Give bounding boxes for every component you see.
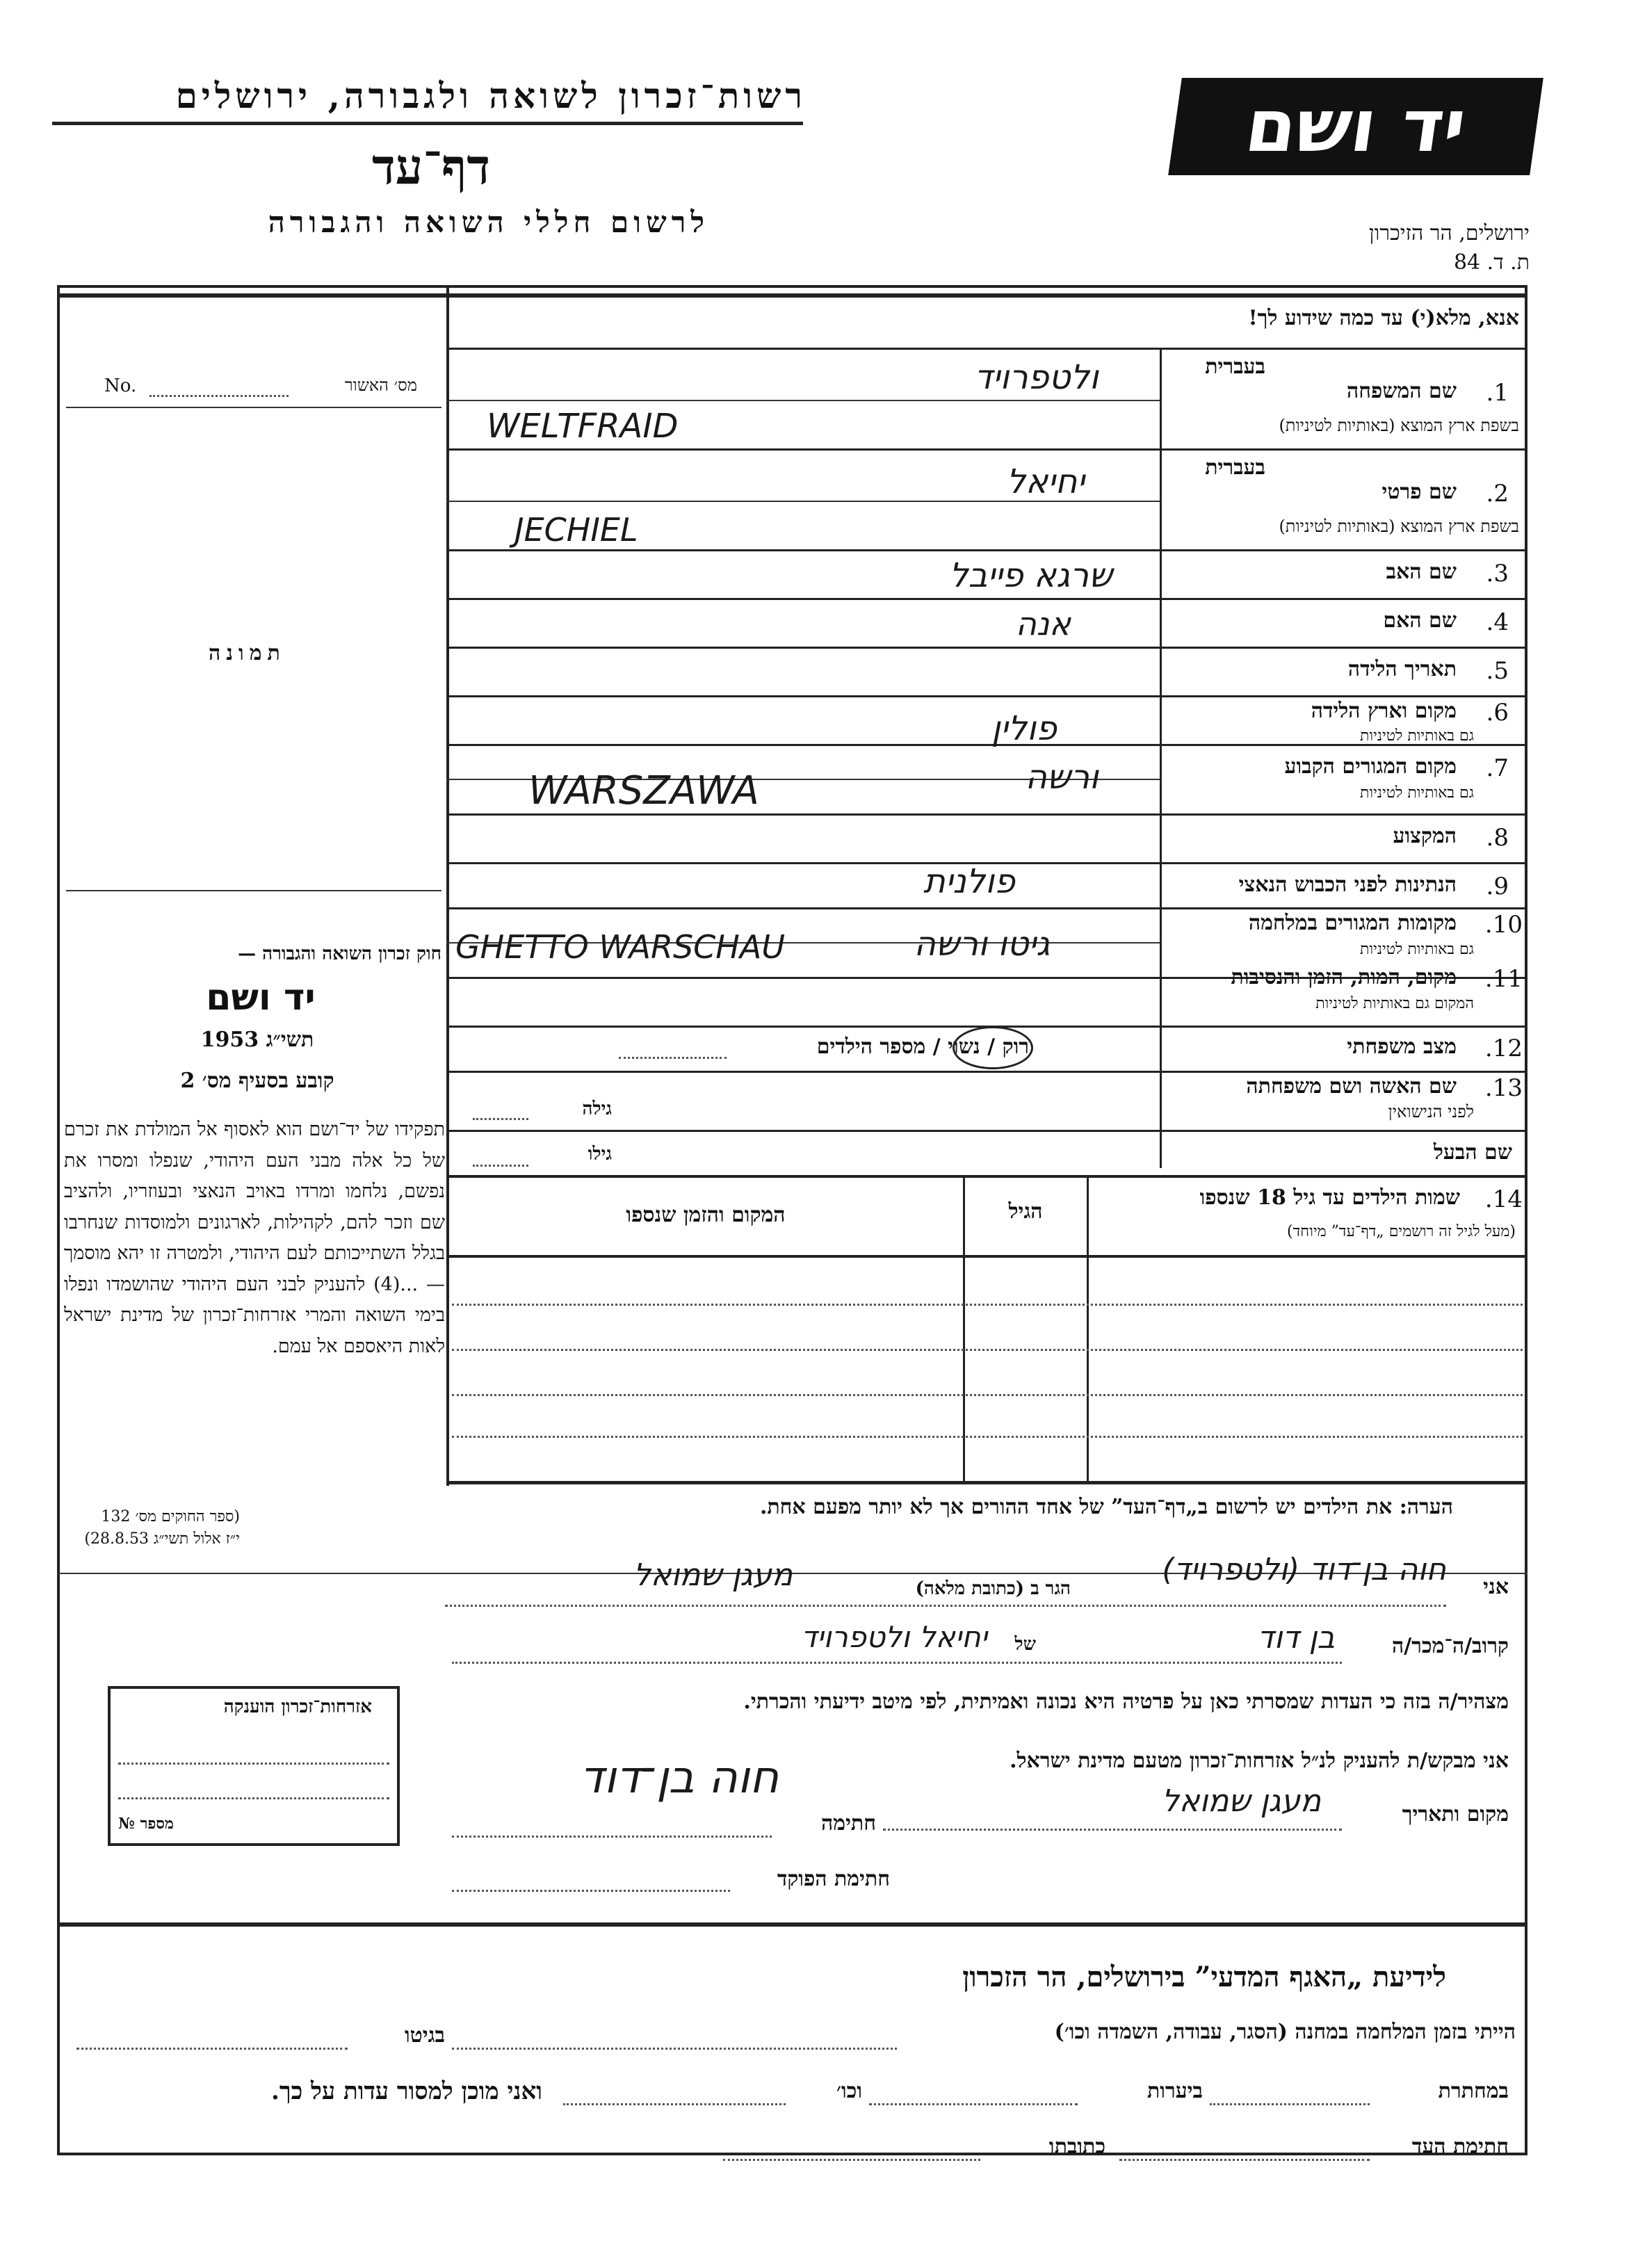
children-col-div-1 (963, 1175, 965, 1481)
decl-line-2 (452, 1662, 1342, 1664)
row-rule-5 (446, 695, 1527, 697)
row-rule-3 (446, 598, 1527, 600)
logo-text: יד ושם (1240, 83, 1472, 168)
decl-resides-label: הגר ב (כתובת מלאה) (915, 1578, 1071, 1599)
field-5-num: 5. (1486, 657, 1509, 685)
field-7-value-hebrew[interactable]: ורשה (1025, 758, 1099, 797)
field-13-label: שם האשה ושם משפחתה (1246, 1074, 1457, 1099)
field-10-sub: גם באותיות לטיניות (1360, 941, 1474, 958)
field-2-sub: בשפת ארץ המוצא (באותיות לטיניות) (1279, 517, 1519, 536)
decl-place-date-label: מקום ותאריך (1402, 1802, 1509, 1826)
row-rule-4 (446, 647, 1527, 649)
photo-bottom-rule (66, 890, 441, 891)
field-7-sub: גם באותיות לטיניות (1360, 784, 1474, 802)
husband-label: שם הבעל (1433, 1140, 1512, 1165)
citizenship-line-2 (118, 1797, 389, 1799)
bottom-address-line[interactable] (723, 2159, 980, 2161)
row-rule-9 (446, 907, 1527, 909)
row-rule-7 (446, 813, 1527, 816)
bottom-address-label: כתובתו (1048, 2135, 1105, 2159)
po-box: ת. ד. 84 (1453, 250, 1530, 275)
field-2-label: שם פרטי (1381, 480, 1457, 504)
row-rule-1 (446, 448, 1527, 451)
children-row-line-1[interactable] (452, 1304, 1523, 1306)
field-13-num: 13. (1484, 1074, 1523, 1102)
field-6-sub: גם באותיות לטיניות (1360, 727, 1474, 745)
bottom-ghetto-line[interactable] (76, 2048, 348, 2050)
field-11-sub: המקום גם באותיות לטיניות (1315, 995, 1474, 1012)
bottom-title: לידיעת „האגף המדעי” בירושלים, הר הזכרון (962, 1961, 1446, 1993)
photo-label: תמונה (209, 641, 286, 665)
children-sub: (מעל לגיל זה רושמים „דף־עד” מיוחד) (1287, 1223, 1516, 1240)
row-rule-13 (446, 1130, 1527, 1132)
law-ref-2: י״ז אלול תשי״ג 28.8.53) (84, 1530, 240, 1548)
note: הערה: את הילדים יש לרשום ב„דף־העד” של אחד ההורים אך לא יותר מפעם אחת. (759, 1495, 1453, 1519)
field-7-value-latin[interactable]: WARSZAWA (528, 768, 759, 813)
bottom-section-rule (57, 1922, 1527, 1927)
yad-vashem-logo (1168, 78, 1543, 175)
law-ref-1: (ספר החוקים מס׳ 132 (101, 1508, 240, 1525)
children-bottom-rule (446, 1481, 1527, 1484)
decl-of-value[interactable]: יחיאל ולטפרויד (801, 1620, 987, 1654)
field-4-label: שם האם (1383, 608, 1457, 633)
field-1-value-hebrew[interactable]: ולטפרויד (974, 358, 1099, 397)
field-11-label: מקום, המות, הזמן והנסיבות (1231, 965, 1457, 989)
form-title: דף־עד (371, 138, 490, 195)
field-3-label: שם האב (1386, 560, 1457, 584)
header-rule (52, 122, 803, 125)
row1-mid-rule (446, 400, 1160, 401)
field-1-num: 1. (1486, 379, 1509, 407)
institution-name: רשות־זכרון לשואה ולגבורה, ירושלים (175, 75, 807, 116)
decl-relation-value[interactable]: בן דוד (1257, 1620, 1335, 1655)
decl-statement-1: מצהיר/ה בזה כי העדות שמסרתי כאן על פרטיה היא נכונה ואמיתית, לפי מיטב ידיעתי והכרתי. (743, 1690, 1509, 1714)
field-10-value-latin[interactable]: GHETTO WARSCHAU (455, 928, 785, 966)
frame-top-double (57, 293, 1527, 298)
field-7-label: מקום המגורים הקבוע (1284, 754, 1457, 779)
field-3-num: 3. (1486, 560, 1509, 588)
field-6-num: 6. (1486, 699, 1509, 727)
decl-address-value[interactable]: מעגן שמואל (633, 1557, 793, 1593)
row-rule-12 (446, 1071, 1527, 1073)
law-clause: קובע בסעיף מס׳ 2 (180, 1069, 334, 1093)
children-label: שמות הילדים עד גיל 18 שנספו (1199, 1185, 1460, 1210)
citizenship-title: אזרחות־זכרון הוענקה (223, 1696, 372, 1717)
field-3-value[interactable]: שרגא פייבל (949, 556, 1112, 595)
law-text: תפקידו של יד־ושם הוא לאסוף אל המולדת את זכרם של כל אלה מבני העם היהודי, שנפלו ומסרו את נפשם, נלחמו ומרדו באויב הנאצי ובעוזריו, ולהציב שם וזכר להם, לקהילות, לארגונים ולמוסדות שנחרבו בגלל השתייכותם לעם היהודי, ולמטרה זו יהא מוסמך — ...(4) להעניק לבני העם היהודי שהושמדו ונפלו בימי השואה והמרי אזרחות־זכרון של מדינת ישראל לאות היאספם אל עמם. (64, 1119, 445, 1357)
field-11-num: 11. (1484, 965, 1523, 993)
approval-label: מס׳ האשור (344, 375, 417, 395)
decl-line-1 (445, 1605, 1446, 1607)
field-10-value-hebrew[interactable]: גיטו ורשה (914, 925, 1050, 964)
instruction-rule (446, 348, 1527, 350)
field-7-num: 7. (1486, 754, 1509, 782)
field-5-label: תאריך הלידה (1347, 657, 1457, 681)
field-12-num: 12. (1484, 1035, 1523, 1062)
field-1-sub: בשפת ארץ המוצא (באותיות לטיניות) (1279, 416, 1519, 435)
wife-age-label: גילה (582, 1099, 612, 1119)
children-count-line (619, 1057, 727, 1059)
bottom-camp-label: הייתי בזמן המלחמה במחנה (הסגר, עבודה, השמדה וכו׳) (1054, 2020, 1516, 2044)
decl-of-label: של (1014, 1634, 1036, 1655)
field-1-value-latin[interactable]: WELTFRAID (487, 407, 679, 446)
field-10-num: 10. (1484, 911, 1523, 939)
law-name: יד ושם (206, 977, 316, 1019)
decl-relative-label: קרוב/ה־מכר/ה (1391, 1634, 1509, 1658)
row-rule-2 (446, 549, 1527, 551)
field-8-num: 8. (1486, 824, 1509, 852)
children-row-line-4[interactable] (452, 1436, 1523, 1438)
decl-signature-value[interactable]: חוה בן־דוד (579, 1752, 779, 1804)
decl-i-label: אני (1483, 1575, 1509, 1599)
field-14-num: 14. (1484, 1185, 1523, 1213)
field-13-sub: לפני הנישואין (1388, 1102, 1474, 1121)
bottom-underground-line[interactable] (1210, 2103, 1370, 2105)
decl-signature-line (452, 1836, 772, 1838)
decl-place-date-value[interactable]: מעגן שמואל (1161, 1783, 1321, 1819)
bottom-underground-label: במחתרת (1438, 2079, 1509, 2103)
marital-options[interactable]: רוק / נשוי / מספר הילדים (816, 1035, 1029, 1059)
decl-place-date-line (883, 1829, 1342, 1831)
citizenship-line-1 (118, 1763, 389, 1765)
bottom-forests-line[interactable] (869, 2103, 1078, 2105)
children-row-line-3[interactable] (452, 1394, 1523, 1396)
citizenship-number-label: מספר № (118, 1815, 174, 1833)
wife-age-line (473, 1118, 528, 1120)
decl-signature-label: חתימה (821, 1811, 876, 1836)
husband-age-label: גילו (587, 1144, 612, 1165)
officer-signature-label: חתימת הפוקד (777, 1867, 890, 1891)
field-8-label: המקצוע (1393, 824, 1457, 848)
children-col-place: המקום והזמן שנספו (626, 1203, 786, 1227)
field-9-value[interactable]: פולנית (923, 862, 1015, 901)
marital-selected-circle (953, 1026, 1033, 1069)
children-col-age: הגיל (1008, 1199, 1043, 1224)
field-2-hebrew-tag: בעברית (1205, 455, 1265, 480)
children-row-line-2[interactable] (452, 1349, 1523, 1351)
bottom-etc-label: וכו׳ (836, 2079, 862, 2103)
field-12-label: מצב משפחתי (1347, 1035, 1457, 1059)
approval-no-line (149, 395, 289, 397)
field-2-value-latin[interactable]: JECHIEL (514, 511, 638, 549)
law-title: חוק זכרון השואה והגבורה — (238, 943, 441, 964)
field-4-value[interactable]: אנה (1015, 605, 1071, 642)
field-2-num: 2. (1486, 480, 1509, 508)
bottom-witness-sign-line[interactable] (1119, 2159, 1370, 2161)
approval-rule (66, 407, 441, 408)
field-9-label: הנתינות לפני הכבוש הנאצי (1238, 873, 1457, 897)
field-1-label: שם המשפחה (1346, 379, 1457, 403)
form-subtitle: לרשום חללי השואה והגבורה (268, 205, 709, 239)
instruction: אנא, מלא(י) עד כמה שידוע לך! (1248, 306, 1519, 330)
field-6-value[interactable]: פולין (991, 709, 1057, 748)
children-header-rule (446, 1255, 1527, 1258)
row-rule-14 (446, 1175, 1527, 1178)
children-col-div-2 (1087, 1175, 1089, 1481)
field-6-label: מקום וארץ הלידה (1311, 699, 1457, 723)
law-year: תשי״ג 1953 (200, 1028, 314, 1052)
officer-signature-line (452, 1890, 730, 1892)
left-column-divider (446, 286, 449, 1486)
bottom-etc-line[interactable] (563, 2103, 786, 2105)
bottom-willing-testify: ואני מוכן למסור עדות על כך. (271, 2077, 542, 2105)
bottom-ghetto-label: בגיטו (404, 2023, 445, 2048)
decl-statement-2: אני מבקש/ת להעניק לנ״ל אזרחות־זכרון מטעם מדינת ישראל. (1010, 1749, 1509, 1773)
field-2-value-hebrew[interactable]: יחיאל (1006, 462, 1085, 501)
approval-no-label: No. (104, 375, 137, 396)
bottom-forests-label: ביערות (1146, 2079, 1203, 2103)
field-1-hebrew-tag: בעברית (1205, 355, 1265, 379)
bottom-camp-line[interactable] (452, 2048, 897, 2050)
field-10-label: מקומות המגורים במלחמה (1248, 911, 1457, 935)
label-column-divider (1160, 348, 1162, 1168)
address: ירושלים, הר הזיכרון (1369, 221, 1530, 245)
bottom-witness-sign-label: חתימת העד (1411, 2135, 1509, 2159)
field-4-num: 4. (1486, 608, 1509, 636)
decl-name-value[interactable]: חוה בן־דוד (ולטפרויד) (1162, 1552, 1446, 1587)
husband-age-line (473, 1165, 528, 1167)
field-9-num: 9. (1486, 873, 1509, 900)
